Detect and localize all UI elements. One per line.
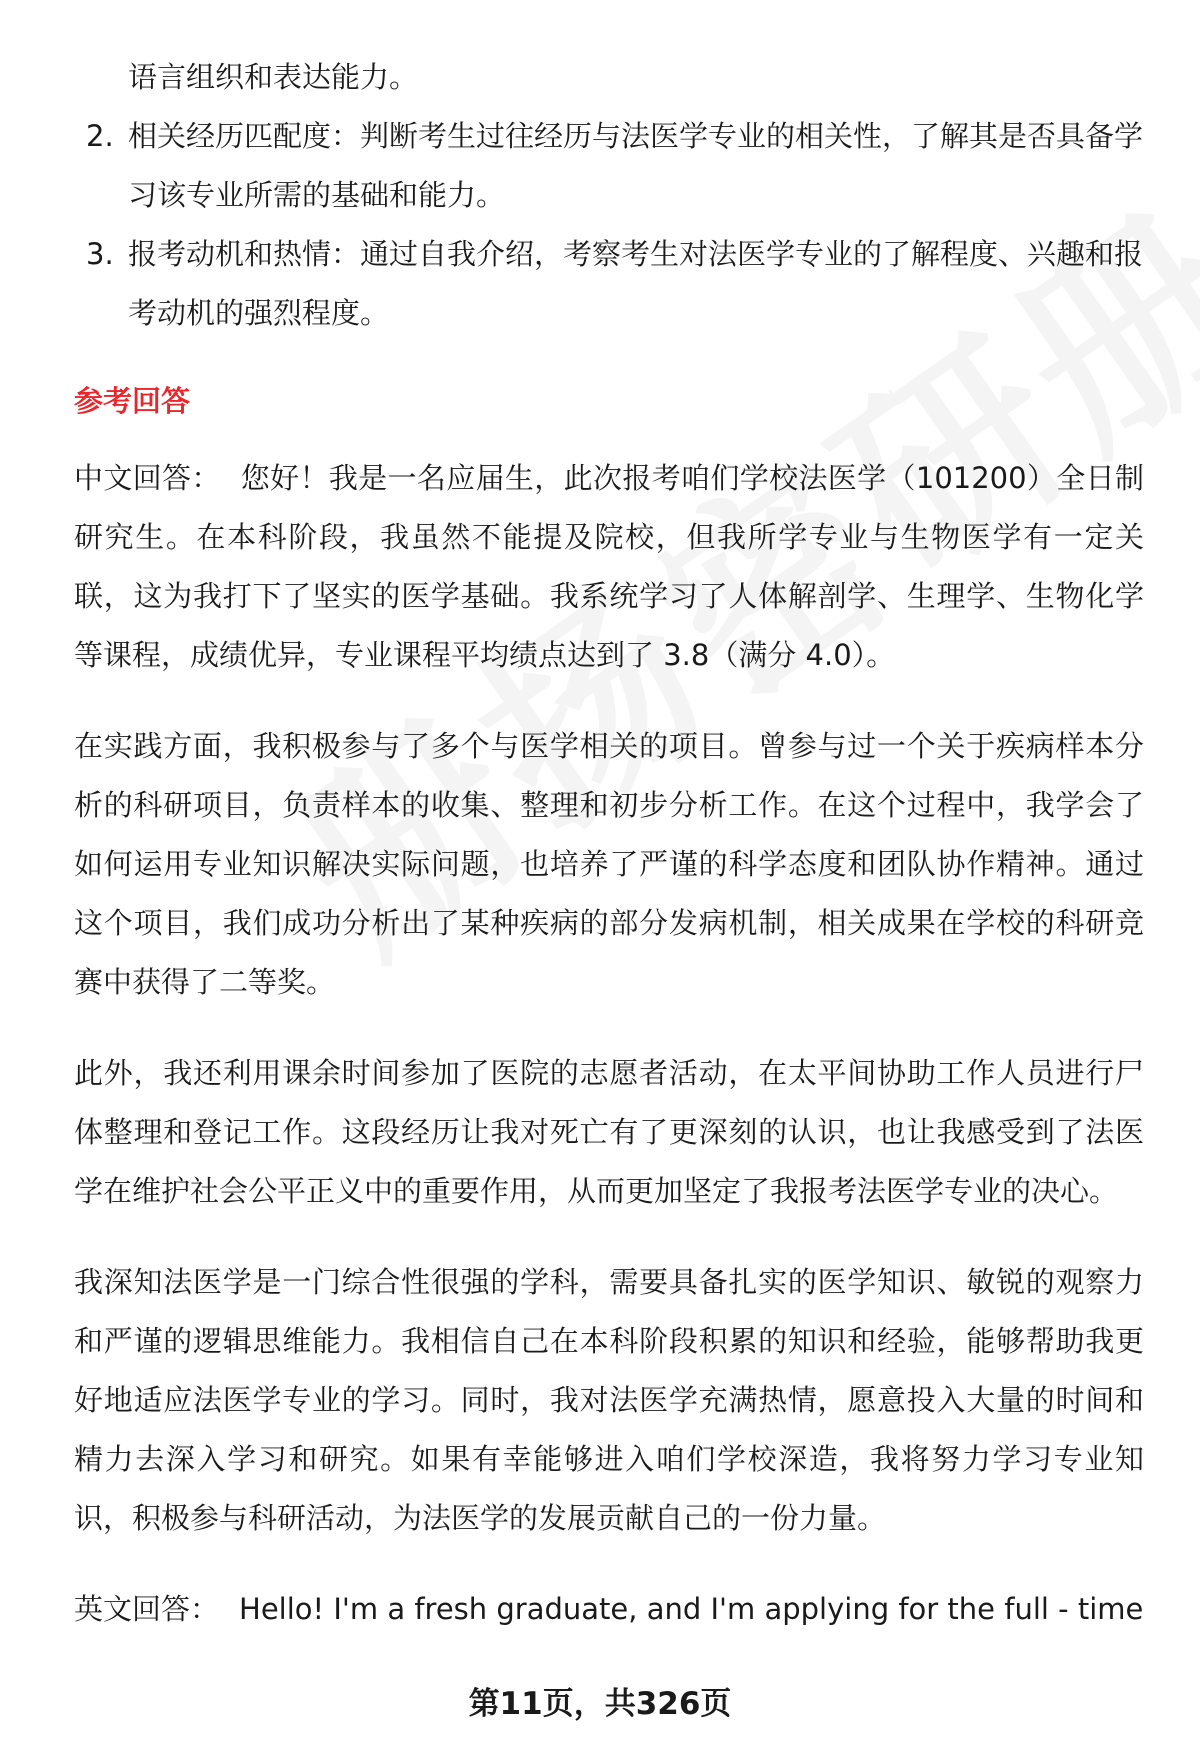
list-item-text: 相关经历匹配度：判断考生过往经历与法医学专业的相关性，了解其是否具备学习该专业所需的基础和能力。 <box>128 119 1144 212</box>
paragraph-text: 您好！我是一名应届生，此次报考咱们学校法医学（101200）全日制研究生。在本科阶段，我虽然不能提及院校，但我所学专业与生物医学有一定关联，这为我打下了坚实的医学基础。我系统学习了人体解剖学、生理学、生物化学等课程，成绩优异，专业课程平均绩点达到了 3.8（满分 4.0）。 <box>74 461 1144 672</box>
section-heading: 参考回答 <box>74 384 191 418</box>
page-number: 第11页，共326页 <box>468 1686 732 1722</box>
list-item-continuation: 语言组织和表达能力。 <box>128 60 419 94</box>
document-content <box>74 48 1144 1671</box>
list-item-number: 3. <box>86 237 114 271</box>
list-item <box>74 107 1144 225</box>
list-item-number: 2. <box>86 119 114 153</box>
list-item <box>74 225 1144 343</box>
paragraph: 我深知法医学是一门综合性很强的学科，需要具备扎实的医学知识、敏锐的观察力和严谨的逻辑思维能力。我相信自己在本科阶段积累的知识和经验，能够帮助我更好地适应法医学专业的学习。同时，我对法医学充满热情，愿意投入大量的时间和精力去深入学习和研究。如果有幸能够进入咱们学校深造，我将努力学习专业知识，积极参与科研活动，为法医学的发展贡献自己的一份力量。 <box>74 1265 1144 1535</box>
paragraph: 在实践方面，我积极参与了多个与医学相关的项目。曾参与过一个关于疾病样本分析的科研项目，负责样本的收集、整理和初步分析工作。在这个过程中，我学会了如何运用专业知识解决实际问题，也培养了严谨的科学态度和团队协作精神。通过这个项目，我们成功分析出了某种疾病的部分发病机制，相关成果在学校的科研竞赛中获得了二等奖。 <box>74 729 1144 999</box>
list-item-text: 报考动机和热情：通过自我介绍，考察考生对法医学专业的了解程度、兴趣和报考动机的强烈程度。 <box>128 237 1144 330</box>
paragraph-lead: 中文回答： <box>74 461 221 495</box>
paragraph-chinese-answer <box>74 449 1144 685</box>
paragraph-text: Hello! I'm a fresh graduate, and I'm applying for the full - time <box>239 1592 1144 1626</box>
paragraph: 此外，我还利用课余时间参加了医院的志愿者活动，在太平间协助工作人员进行尸体整理和登记工作。这段经历让我对死亡有了更深刻的认识，也让我感受到了法医学在维护社会公平正义中的重要作用，从而更加坚定了我报考法医学专业的决心。 <box>74 1056 1144 1208</box>
criteria-list <box>74 48 1144 343</box>
paragraph-lead: 英文回答： <box>74 1592 220 1626</box>
paragraph-english-answer <box>74 1580 1144 1639</box>
